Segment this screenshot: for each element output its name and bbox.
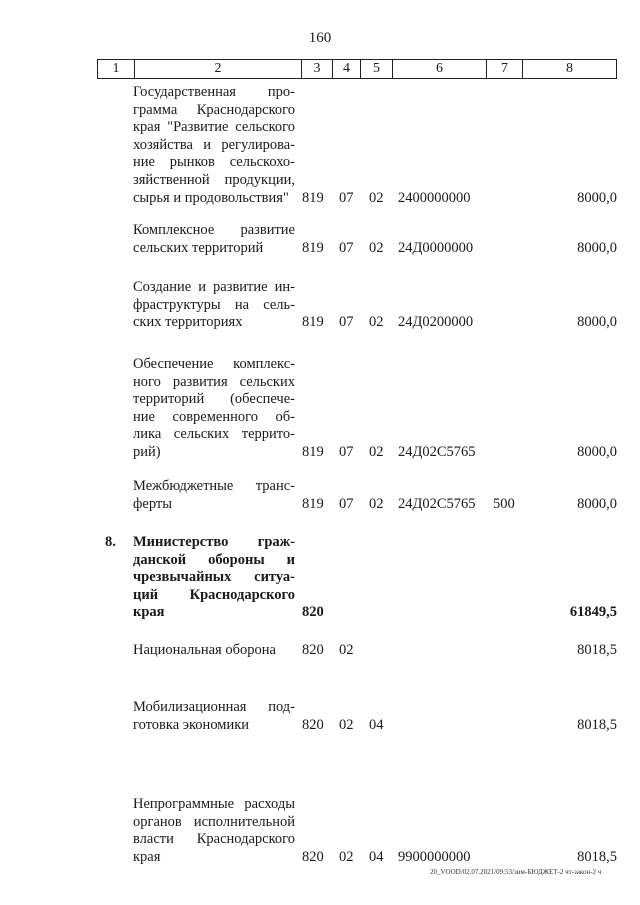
cell-col-3: 820 (302, 716, 324, 733)
header-col-5: 5 (373, 61, 380, 76)
row-description (133, 699, 295, 734)
cell-col-7: 500 (493, 495, 515, 512)
description-line: Министерство граж- (133, 534, 295, 550)
cell-col-5: 04 (369, 716, 384, 733)
cell-col-6: 2400000000 (398, 189, 471, 206)
cell-col-3: 819 (302, 444, 324, 460)
description-line: Государственная про- (133, 84, 295, 100)
cell-col-5: 04 (369, 848, 384, 865)
cell-col-4: 07 (339, 444, 354, 460)
description-line: лика сельских террито- (133, 426, 295, 443)
cell-col-8: 61849,5 (569, 604, 617, 621)
header-col-3: 3 (313, 61, 321, 76)
description-line: территорий (обеспече- (133, 391, 295, 408)
section-number: 8. (105, 534, 116, 550)
table-header (97, 59, 617, 79)
cell-col-3: 819 (302, 314, 324, 331)
description-line: края (133, 848, 161, 865)
description-line: ций Краснодарского (133, 586, 295, 603)
cell-col-4: 07 (339, 239, 354, 256)
row-description (133, 642, 295, 660)
header-col-2: 2 (214, 61, 222, 76)
description-line: сырья и продовольствия" (133, 189, 289, 206)
row-description (133, 84, 295, 207)
description-line: чрезвычайных ситуа- (133, 569, 295, 586)
cell-col-6: 9900000000 (398, 848, 471, 865)
description-line: Мобилизационная под- (133, 699, 295, 715)
row-description (133, 279, 295, 332)
cell-col-3: 819 (302, 495, 324, 512)
cell-col-8: 8000,0 (577, 314, 617, 331)
row-description (133, 356, 295, 462)
cell-col-5: 02 (369, 444, 384, 460)
description-line: Обеспечение комплекс- (133, 356, 295, 372)
row-description (133, 478, 295, 513)
description-line: рий) (133, 443, 161, 460)
description-line: грамма Краснодарского (133, 101, 295, 118)
cell-col-5: 02 (369, 314, 384, 331)
cell-col-4: 02 (339, 642, 354, 658)
cell-col-8: 8000,0 (577, 239, 617, 256)
cell-col-8: 8000,0 (577, 189, 617, 206)
cell-col-8: 8018,5 (577, 716, 617, 733)
header-col-4: 4 (343, 61, 350, 76)
cell-col-4: 07 (339, 189, 354, 206)
description-line: ного развития сельских (133, 373, 295, 390)
cell-col-8: 8000,0 (577, 495, 617, 512)
description-line: ние современного об- (133, 408, 295, 425)
description-line: сельских территорий (133, 239, 264, 256)
description-line: Комплексное развитие (133, 222, 295, 238)
cell-col-4: 02 (339, 716, 354, 733)
description-line: фраструктуры на сель- (133, 296, 295, 313)
cell-col-3: 819 (302, 239, 324, 256)
description-line: органов исполнительной (133, 813, 295, 830)
row-description (133, 796, 295, 866)
page-number: 160 (308, 30, 332, 46)
cell-col-4: 02 (339, 848, 354, 865)
cell-col-8: 8018,5 (577, 848, 617, 865)
description-line: края "Развитие сельского (133, 119, 295, 136)
description-line: ских территориях (133, 314, 243, 331)
cell-col-6: 24Д0000000 (398, 239, 474, 256)
row-description (133, 534, 295, 622)
description-line: ние рынков сельскохо- (133, 154, 295, 171)
cell-col-8: 8018,5 (577, 642, 617, 658)
description-line: Межбюджетные транс- (133, 478, 295, 494)
cell-col-8: 8000,0 (577, 444, 617, 460)
description-line: Национальная оборона (133, 642, 276, 658)
cell-col-3: 820 (302, 848, 324, 865)
cell-col-5: 02 (369, 239, 384, 256)
header-col-6: 6 (436, 61, 443, 76)
cell-col-4: 07 (339, 314, 354, 331)
header-col-8: 8 (566, 61, 573, 76)
cell-col-3: 820 (302, 604, 324, 621)
description-line: зяйственной продукции, (133, 171, 295, 188)
description-line: ферты (133, 495, 172, 512)
row-description (133, 222, 295, 257)
description-line: готовка экономики (133, 716, 250, 733)
cell-col-4: 07 (339, 495, 354, 512)
cell-col-6: 24Д02С5765 (398, 444, 476, 460)
description-line: власти Краснодарского (133, 831, 295, 848)
cell-col-6: 24Д02С5765 (398, 495, 476, 512)
footer-stamp: 20_VOOD/02.07.2021/09:53/зим-БЮДЖЕТ-2 чт-закон-2 ч (430, 868, 602, 876)
description-line: Непрограммные расходы (133, 796, 295, 812)
cell-col-3: 820 (302, 642, 324, 658)
cell-col-6: 24Д0200000 (398, 314, 474, 331)
description-line: хозяйства и регулирова- (133, 136, 295, 153)
description-line: края (133, 604, 165, 621)
description-line: данской обороны и (133, 551, 295, 568)
header-col-7: 7 (501, 61, 508, 76)
cell-col-5: 02 (369, 495, 384, 512)
header-col-1: 1 (112, 61, 120, 76)
cell-col-3: 819 (302, 189, 324, 206)
cell-col-5: 02 (369, 189, 384, 206)
description-line: Создание и развитие ин- (133, 279, 295, 295)
